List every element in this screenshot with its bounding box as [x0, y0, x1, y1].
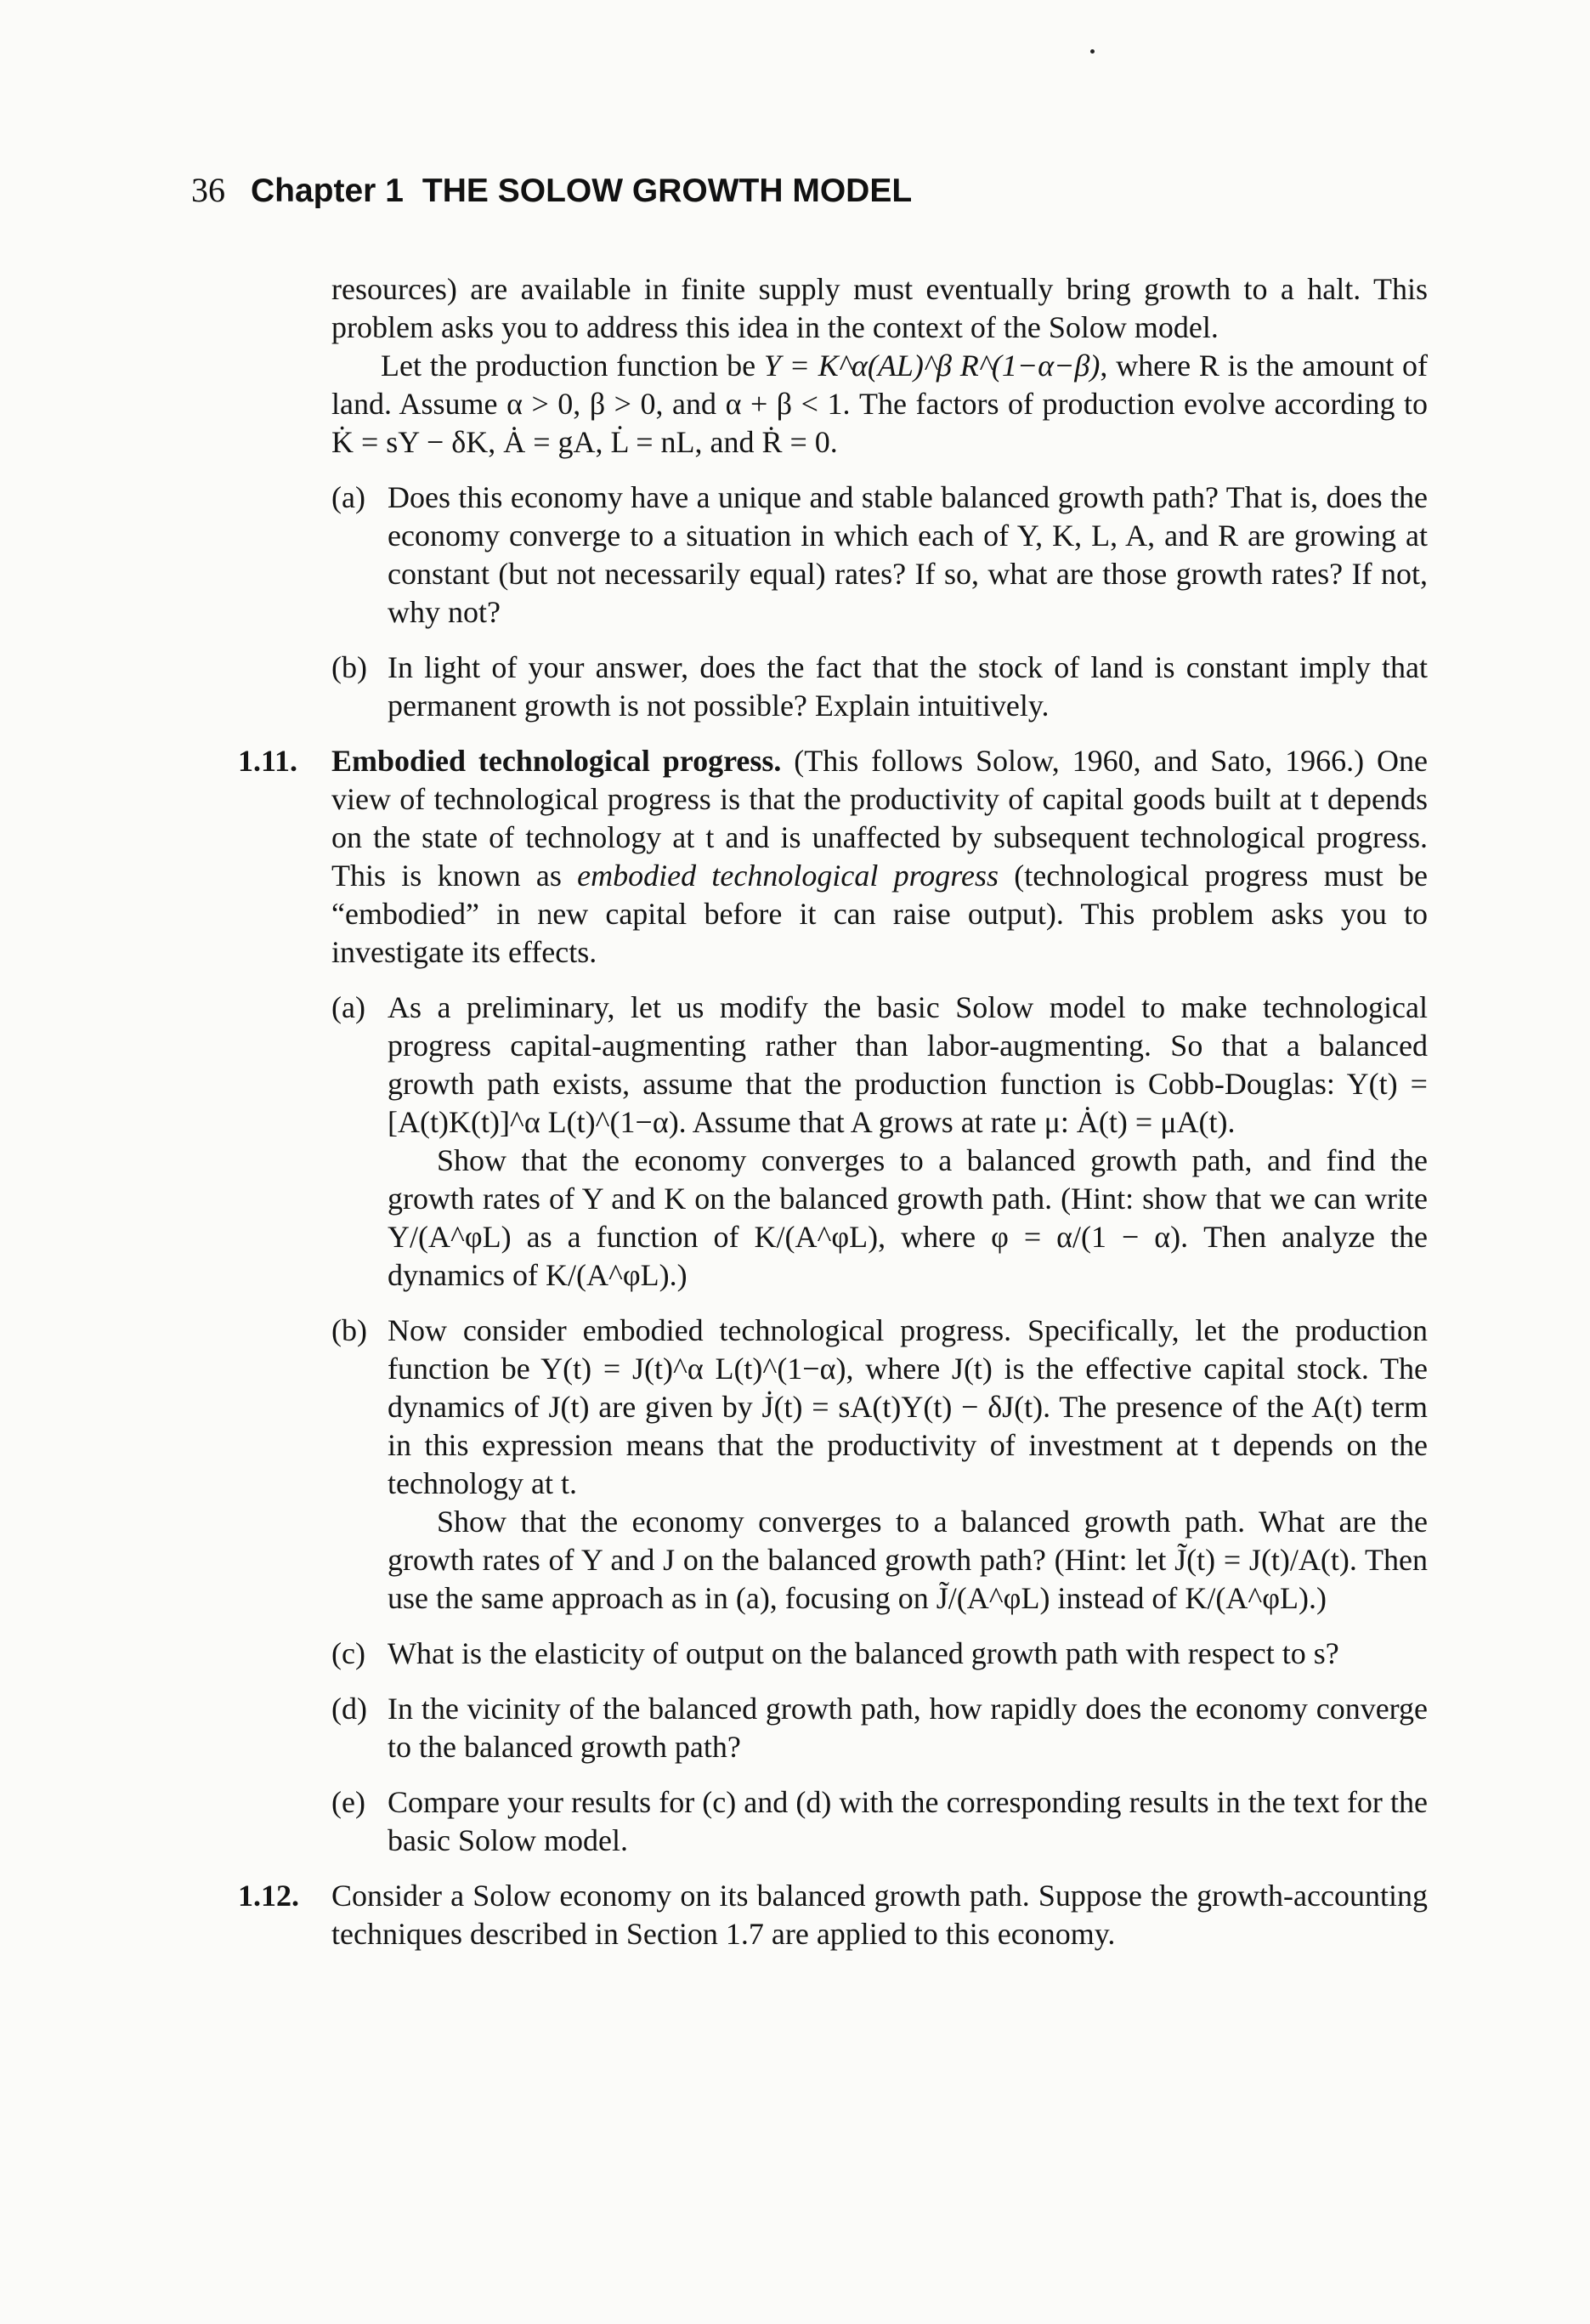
production-function-equation: Y = K^α(AL)^β R^(1−α−β): [763, 349, 1101, 383]
part-label: (a): [331, 480, 365, 514]
part-label: (a): [331, 990, 365, 1024]
intro-p2-lead: Let the production function be: [381, 349, 764, 383]
part-label: (b): [331, 1313, 367, 1347]
problem-intro-emphasis: embodied technological progress: [577, 859, 999, 893]
problem-1-11-part-a: [331, 989, 1428, 1295]
part-text-continued: Show that the economy converges to a balanced growth path. What are the growth rates of Y and J on the balanced growth path? (Hint: let J̃(t) = J(t)/A(t). Then use the same approach as in (a), focusing on J̃/(A^φL) instead of K/(A^φL).): [388, 1505, 1428, 1615]
part-label: (e): [331, 1785, 365, 1819]
part-text: What is the elasticity of output on the balanced growth path with respect to s?: [388, 1636, 1339, 1670]
problem-number: 1.12.: [238, 1879, 299, 1913]
problem-1-10-part-b: [331, 649, 1428, 725]
problem-1-11-part-d: [331, 1690, 1428, 1766]
problem-text: Consider a Solow economy on its balanced growth path. Suppose the growth-accounting techniques described in Section 1.7 are applied to this economy.: [331, 1879, 1428, 1951]
running-header: [191, 170, 912, 210]
part-label: (b): [331, 650, 367, 684]
intro-paragraph-2: [331, 347, 1428, 462]
scan-speck: [1090, 49, 1095, 54]
chapter-label: Chapter 1: [251, 173, 404, 209]
problem-1-10-part-a: [331, 479, 1428, 632]
part-text: In the vicinity of the balanced growth path, how rapidly does the economy converge to the balanced growth path?: [388, 1692, 1428, 1764]
problem-1-11-part-b: [331, 1312, 1428, 1618]
problem-intro-b: (technological progress must be “embodied” in new capital before it can raise output). This problem asks you to investigate its effects.: [331, 859, 1429, 969]
problem-1-11: [238, 742, 1429, 972]
part-text: Now consider embodied technological progress. Specifically, let the production function be Y(t) = J(t)^α L(t)^(1−α), where J(t) is the effective capital stock. The dynamics of J(t) are given by J̇(t) = sA(t)Y(t) − δJ(t). The presence of the A(t) term in this expression means that the productivity of investment at t depends on the technology at t.: [388, 1313, 1428, 1500]
intro-p2-rest: , where R is the amount of land. Assume α > 0, β > 0, and α + β < 1. The factors of production evolve according to K̇ = sY − δK, Ȧ = gA, L̇ = nL, and Ṙ = 0.: [331, 349, 1428, 459]
intro-paragraph-1: resources) are available in finite supply must eventually bring growth to a halt. This problem asks you to address this idea in the context of the Solow model.: [331, 272, 1428, 344]
problem-1-11-part-e: [331, 1783, 1428, 1860]
problem-number: 1.11.: [238, 744, 298, 778]
part-text: As a preliminary, let us modify the basic Solow model to make technological progress capital-augmenting rather than labor-augmenting. So that a balanced growth path exists, assume that the production function is Cobb-Douglas: Y(t) = [A(t)K(t)]^α L(t)^(1−α). Assume that A grows at rate μ: Ȧ(t) = μA(t).: [388, 990, 1428, 1139]
page-number: 36: [191, 171, 225, 209]
problem-1-12: [238, 1877, 1428, 1953]
part-label: (c): [331, 1636, 365, 1670]
part-text: Compare your results for (c) and (d) with the corresponding results in the text for the basic Solow model.: [388, 1785, 1428, 1857]
chapter-title: THE SOLOW GROWTH MODEL: [422, 173, 913, 209]
problem-intro-a: (This follows Solow, 1960, and Sato, 1966.) One view of technological progress is that the productivity of capital goods built at t depends on the state of technology at t and is unaffected by subsequent technological progress. This is known as: [331, 744, 1428, 893]
page-body: [238, 270, 1429, 1953]
problem-title: Embodied technological progress.: [331, 744, 782, 778]
part-text: Does this economy have a unique and stable balanced growth path? That is, does the economy converge to a situation in which each of Y, K, L, A, and R are growing at constant (but not necessarily equal) rates? If so, what are those growth rates? If not, why not?: [388, 480, 1428, 629]
part-text-continued: Show that the economy converges to a balanced growth path, and find the growth rates of Y and K on the balanced growth path. (Hint: show that we can write Y/(A^φL) as a function of K/(A^φL), where φ = α/(1 − α). Then analyze the dynamics of K/(A^φL).): [388, 1143, 1428, 1292]
part-label: (d): [331, 1692, 367, 1726]
part-text: In light of your answer, does the fact that the stock of land is constant imply that permanent growth is not possible? Explain intuitively.: [388, 650, 1428, 723]
problem-1-11-part-c: [331, 1635, 1428, 1673]
